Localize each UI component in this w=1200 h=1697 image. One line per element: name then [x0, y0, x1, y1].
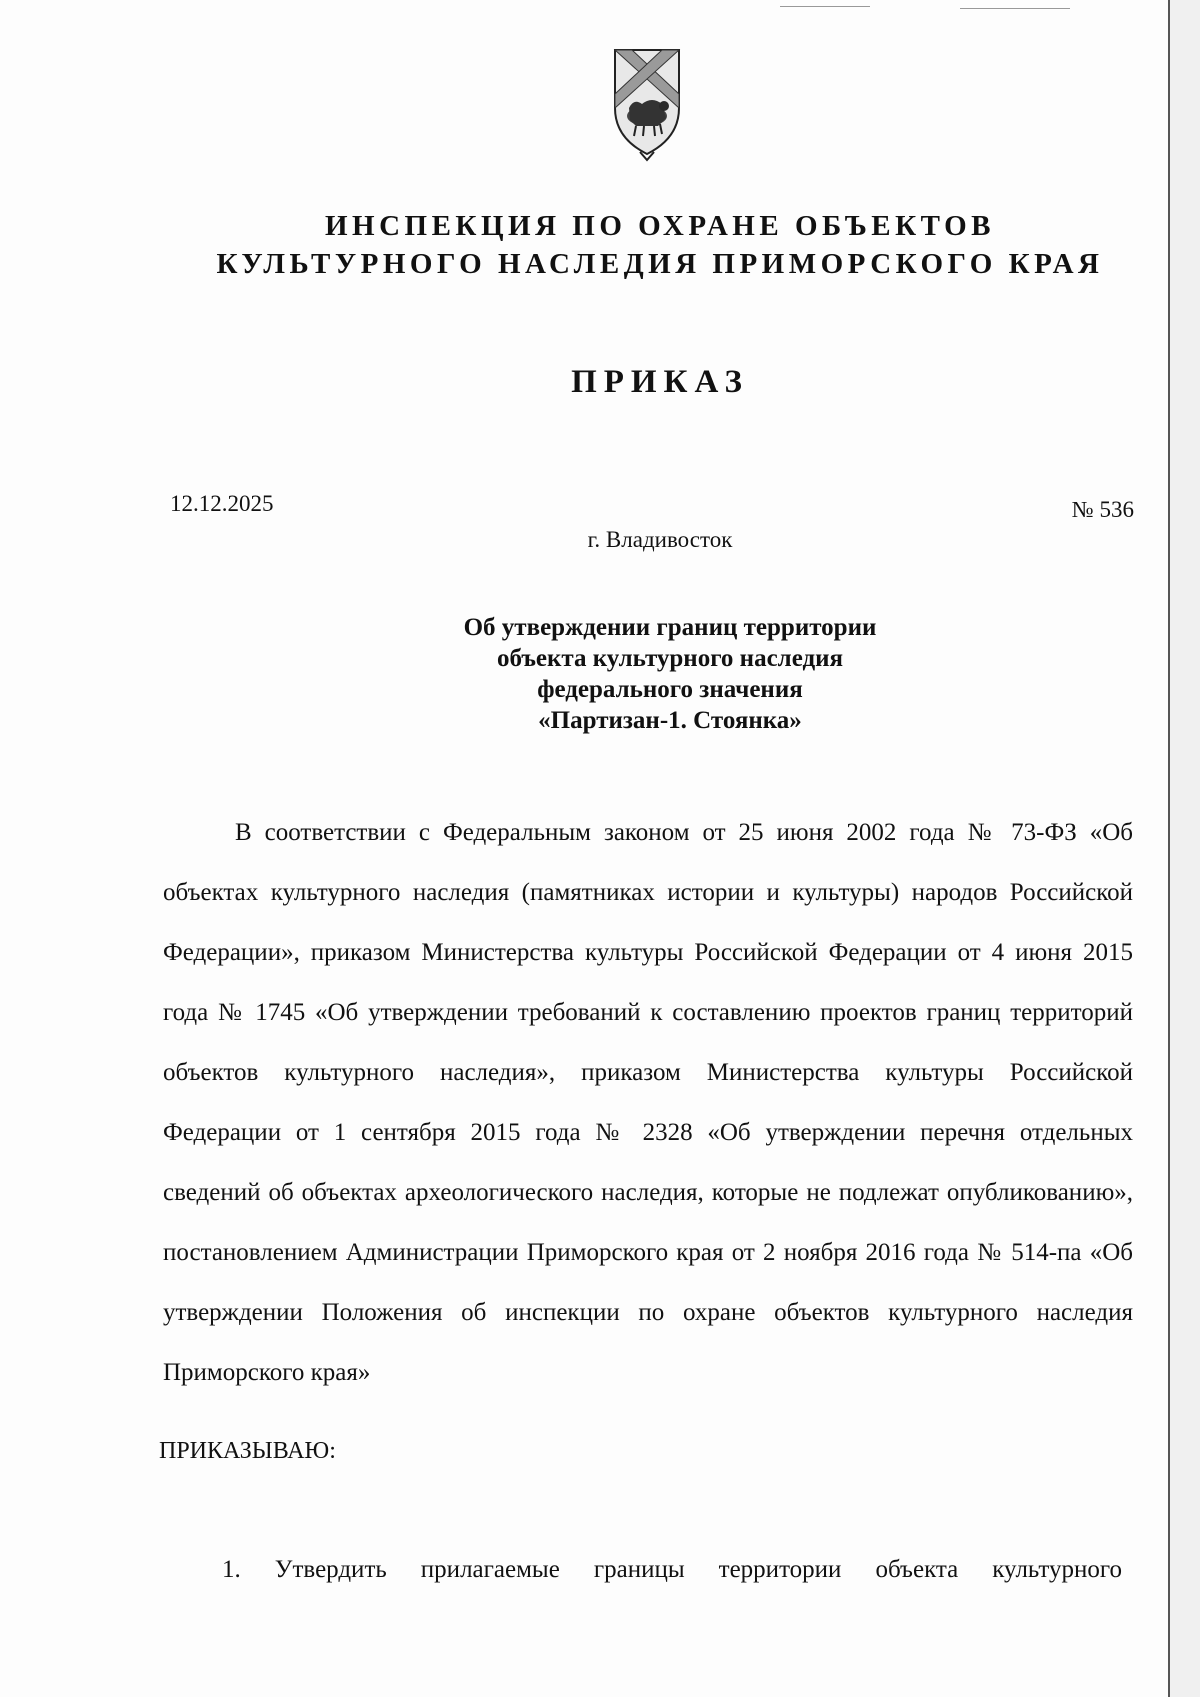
scan-artifact	[960, 8, 1070, 9]
organization-name-line2: КУЛЬТУРНОГО НАСЛЕДИЯ ПРИМОРСКОГО КРАЯ	[216, 248, 1104, 280]
subject-line: объекта культурного наследия	[496, 645, 844, 672]
subject-line: «Партизан-1. Стоянка»	[538, 707, 802, 734]
document-number: № 536	[1071, 497, 1134, 522]
document-type-title: ПРИКАЗ	[571, 364, 749, 400]
scan-artifact	[780, 6, 870, 7]
document-city: г. Владивосток	[587, 527, 733, 552]
document-date: 12.12.2025	[170, 491, 274, 516]
document-subject	[380, 612, 960, 736]
organization-name-line1: ИНСПЕКЦИЯ ПО ОХРАНЕ ОБЪЕКТОВ	[324, 210, 996, 242]
order-item-1: 1. Утвердить прилагаемые границы территории объекта культурного	[222, 1556, 1122, 1583]
primorsky-krai-coat-of-arms-icon	[612, 46, 682, 164]
order-word: ПРИКАЗЫВАЮ:	[159, 1438, 336, 1464]
preamble-paragraph: В соответствии с Федеральным законом от 25 июня 2002 года № 73-ФЗ «Об объектах культурного наследия (памятниках истории и культуры) народов Российской Федерации», приказом Министерства культуры Российской Федерации от 4 июня 2015 года № 1745 «Об утверждении требований к составлению проектов границ территорий объектов культурного наследия», приказом Министерства культуры Российской Федерации от 1 сентября 2015 года № 2328 «Об утверждении перечня отдельных сведений об объектах археологического наследия, которые не подлежат опубликованию», постановлением Администрации Приморского края от 2 ноября 2016 года № 514-па «Об утверждении Положения об инспекции по охране объектов культурного наследия Приморского края»	[163, 819, 1133, 1386]
subject-line: федерального значения	[537, 676, 803, 703]
subject-line: Об утверждении границ территории	[463, 614, 877, 641]
